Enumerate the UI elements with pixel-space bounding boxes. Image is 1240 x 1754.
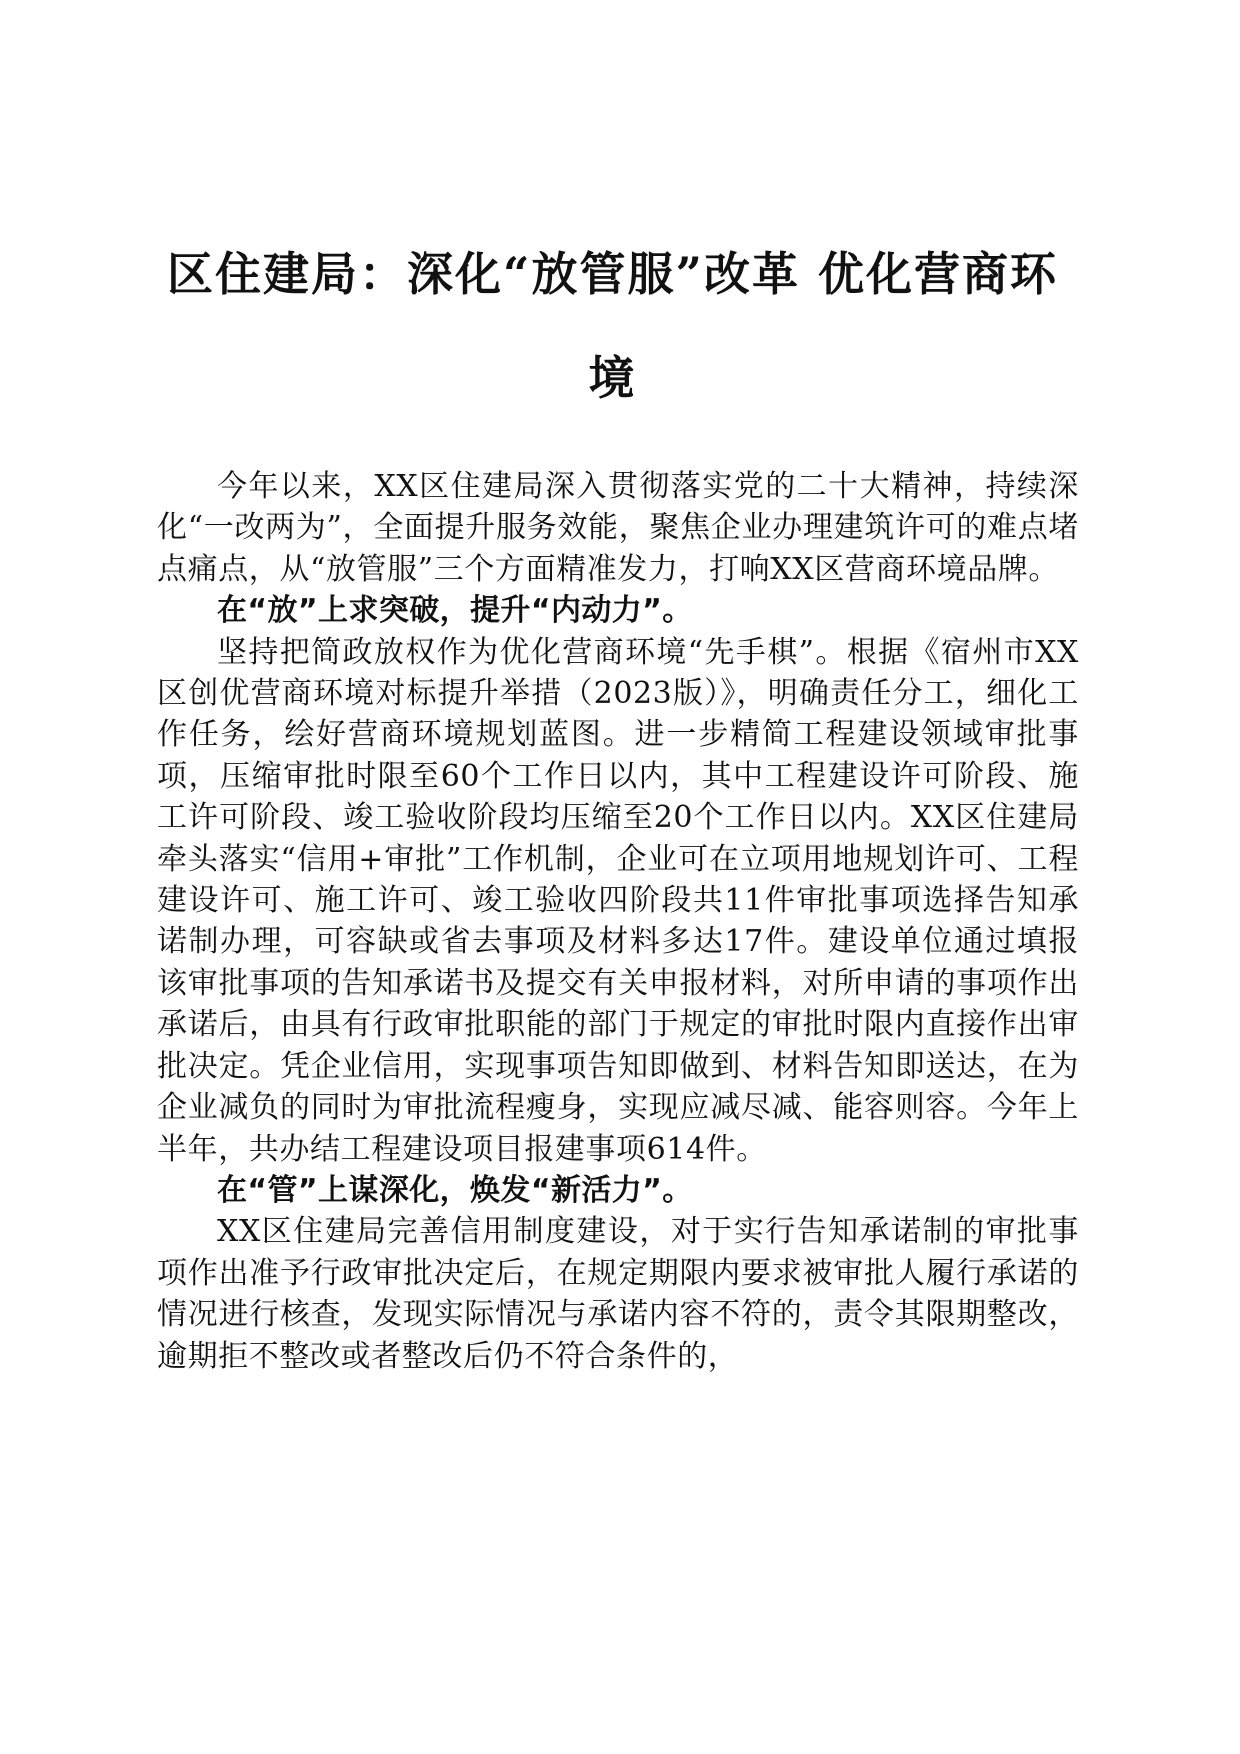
- document-body: [157, 466, 1079, 1377]
- section-heading-guan: 在“管”上谋深化，焕发“新活力”。: [217, 1172, 693, 1208]
- section-heading-fang: 在“放”上求突破，提升“内动力”。: [217, 593, 693, 629]
- body-paragraph-guan: XX区住建局完善信用制度建设，对于实行告知承诺制的审批事项作出准予行政审批决定后，在规定期限内要求被审批人履行承诺的情况进行核查，发现实际情况与承诺内容不符的，责令其限期整改，逾期拒不整改或者整改后仍不符合条件的，: [157, 1214, 1079, 1374]
- intro-paragraph: 今年以来，XX区住建局深入贯彻落实党的二十大精神，持续深化“一改两为”，全面提升服务效能，聚焦企业办理建筑许可的难点堵点痛点，从“放管服”三个方面精准发力，打响XX区营商环境品牌。: [157, 469, 1079, 587]
- document-title: 区住建局：深化“放管服”改革 优化营商环境: [167, 247, 1058, 405]
- body-paragraph-fang: 坚持把简政放权作为优化营商环境“先手棋”。根据《宿州市XX区创优营商环境对标提升举措（2023版）》，明确责任分工，细化工作任务，绘好营商环境规划蓝图。进一步精简工程建设领域审批事项，压缩审批时限至60个工作日以内，其中工程建设许可阶段、施工许可阶段、竣工验收阶段均压缩至20个工作日以内。XX区住建局牵头落实“信用+审批”工作机制，企业可在立项用地规划许可、工程建设许可、施工许可、竣工验收四阶段共11件审批事项选择告知承诺制办理，可容缺或省去事项及材料多达17件。建设单位通过填报该审批事项的告知承诺书及提交有关申报材料，对所申请的事项作出承诺后，由具有行政审批职能的部门于规定的审批时限内直接作出审批决定。凭企业信用，实现事项告知即做到、材料告知即送达，在为企业减负的同时为审批流程瘦身，实现应减尽减、能容则容。今年上半年，共办结工程建设项目报建事项614件。: [157, 634, 1079, 1167]
